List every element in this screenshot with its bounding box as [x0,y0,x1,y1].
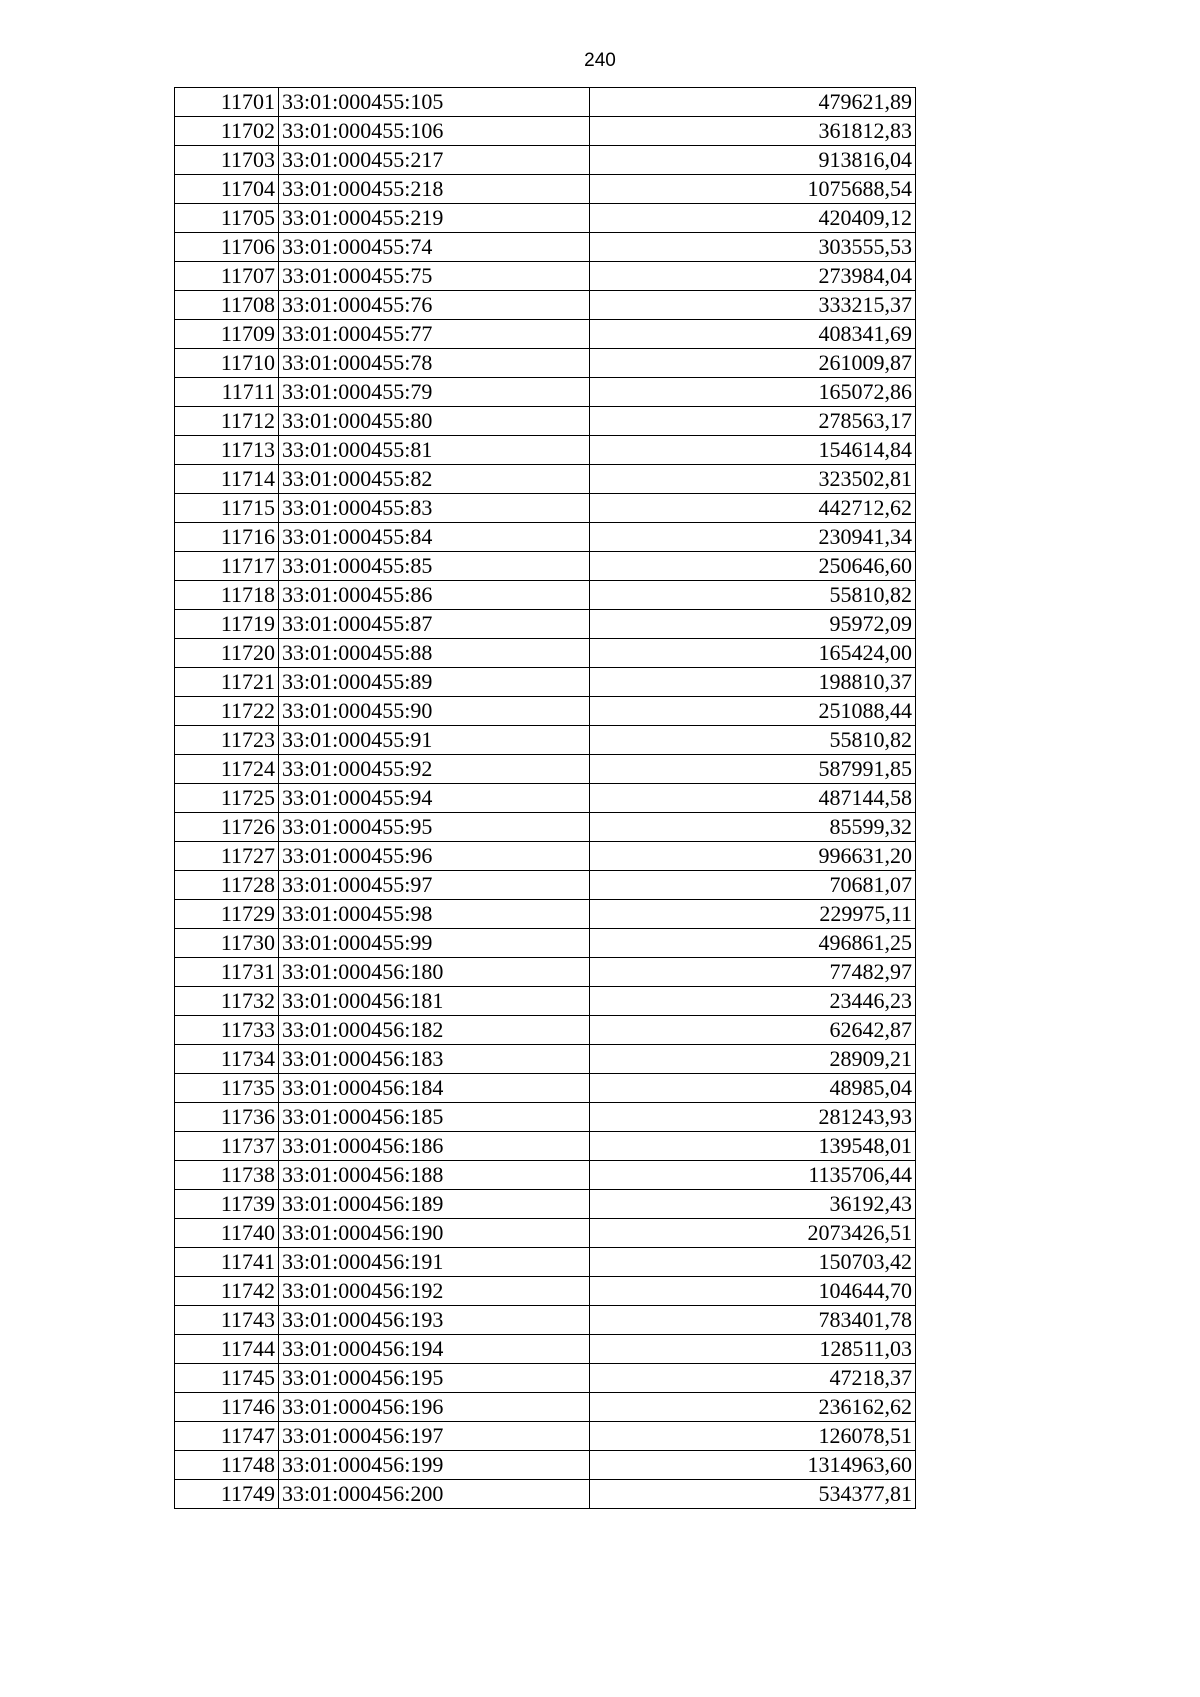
cadastral-number-cell: 33:01:000456:181 [279,987,590,1016]
cadastral-value-cell: 55810,82 [590,726,916,755]
cadastral-value-table [174,87,916,1509]
table-row [175,639,916,668]
cadastral-number-cell: 33:01:000455:75 [279,262,590,291]
cadastral-value-cell: 587991,85 [590,755,916,784]
row-number-cell: 11741 [175,1248,279,1277]
cadastral-number-cell: 33:01:000455:77 [279,320,590,349]
row-number-cell: 11727 [175,842,279,871]
row-number-cell: 11733 [175,1016,279,1045]
cadastral-number-cell: 33:01:000456:189 [279,1190,590,1219]
cadastral-value-cell: 361812,83 [590,117,916,146]
cadastral-value-cell: 23446,23 [590,987,916,1016]
cadastral-number-cell: 33:01:000455:88 [279,639,590,668]
cadastral-value-cell: 323502,81 [590,465,916,494]
page-number: 240 [584,50,616,71]
row-number-cell: 11743 [175,1306,279,1335]
row-number-cell: 11729 [175,900,279,929]
table-row [175,349,916,378]
cadastral-number-cell: 33:01:000455:219 [279,204,590,233]
cadastral-value-cell: 236162,62 [590,1393,916,1422]
table-row [175,755,916,784]
cadastral-value-cell: 1314963,60 [590,1451,916,1480]
cadastral-value-cell: 139548,01 [590,1132,916,1161]
row-number-cell: 11732 [175,987,279,1016]
table-row [175,1016,916,1045]
cadastral-value-cell: 229975,11 [590,900,916,929]
row-number-cell: 11731 [175,958,279,987]
table-row [175,668,916,697]
cadastral-value-cell: 104644,70 [590,1277,916,1306]
cadastral-number-cell: 33:01:000456:185 [279,1103,590,1132]
row-number-cell: 11742 [175,1277,279,1306]
cadastral-number-cell: 33:01:000456:200 [279,1480,590,1509]
cadastral-value-cell: 281243,93 [590,1103,916,1132]
table-row [175,610,916,639]
row-number-cell: 11721 [175,668,279,697]
row-number-cell: 11702 [175,117,279,146]
table-row [175,436,916,465]
row-number-cell: 11749 [175,1480,279,1509]
cadastral-value-cell: 496861,25 [590,929,916,958]
cadastral-value-cell: 154614,84 [590,436,916,465]
row-number-cell: 11735 [175,1074,279,1103]
table-row [175,291,916,320]
cadastral-number-cell: 33:01:000456:195 [279,1364,590,1393]
table-row [175,1451,916,1480]
cadastral-number-cell: 33:01:000456:183 [279,1045,590,1074]
cadastral-value-cell: 126078,51 [590,1422,916,1451]
cadastral-value-cell: 198810,37 [590,668,916,697]
row-number-cell: 11716 [175,523,279,552]
cadastral-value-cell: 28909,21 [590,1045,916,1074]
table-row [175,407,916,436]
table-row [175,88,916,117]
cadastral-number-cell: 33:01:000455:84 [279,523,590,552]
cadastral-number-cell: 33:01:000456:194 [279,1335,590,1364]
cadastral-value-cell: 1075688,54 [590,175,916,204]
row-number-cell: 11734 [175,1045,279,1074]
table-row [175,1480,916,1509]
cadastral-number-cell: 33:01:000455:96 [279,842,590,871]
cadastral-number-cell: 33:01:000455:87 [279,610,590,639]
table-row [175,1190,916,1219]
cadastral-number-cell: 33:01:000455:98 [279,900,590,929]
table-row [175,465,916,494]
table-row [175,1248,916,1277]
table-row [175,1335,916,1364]
table-row [175,1074,916,1103]
row-number-cell: 11730 [175,929,279,958]
cadastral-number-cell: 33:01:000456:190 [279,1219,590,1248]
row-number-cell: 11723 [175,726,279,755]
cadastral-number-cell: 33:01:000455:217 [279,146,590,175]
cadastral-value-cell: 333215,37 [590,291,916,320]
row-number-cell: 11748 [175,1451,279,1480]
table-row [175,987,916,1016]
table-row [175,1161,916,1190]
table-row [175,204,916,233]
row-number-cell: 11712 [175,407,279,436]
table-row [175,784,916,813]
cadastral-value-cell: 77482,97 [590,958,916,987]
table-row [175,1219,916,1248]
table-row [175,697,916,726]
row-number-cell: 11738 [175,1161,279,1190]
cadastral-number-cell: 33:01:000456:192 [279,1277,590,1306]
table-row [175,175,916,204]
row-number-cell: 11707 [175,262,279,291]
row-number-cell: 11713 [175,436,279,465]
cadastral-number-cell: 33:01:000456:180 [279,958,590,987]
row-number-cell: 11725 [175,784,279,813]
table-body [175,88,916,1509]
cadastral-value-cell: 165072,86 [590,378,916,407]
table-row [175,233,916,262]
cadastral-number-cell: 33:01:000456:182 [279,1016,590,1045]
cadastral-number-cell: 33:01:000455:97 [279,871,590,900]
cadastral-number-cell: 33:01:000455:94 [279,784,590,813]
cadastral-number-cell: 33:01:000455:99 [279,929,590,958]
row-number-cell: 11719 [175,610,279,639]
cadastral-value-cell: 47218,37 [590,1364,916,1393]
cadastral-number-cell: 33:01:000456:184 [279,1074,590,1103]
cadastral-value-cell: 85599,32 [590,813,916,842]
table-row [175,1393,916,1422]
table-row [175,581,916,610]
row-number-cell: 11718 [175,581,279,610]
cadastral-number-cell: 33:01:000455:91 [279,726,590,755]
cadastral-value-cell: 261009,87 [590,349,916,378]
table-row [175,552,916,581]
row-number-cell: 11715 [175,494,279,523]
cadastral-number-cell: 33:01:000456:193 [279,1306,590,1335]
cadastral-value-cell: 95972,09 [590,610,916,639]
row-number-cell: 11736 [175,1103,279,1132]
cadastral-value-cell: 783401,78 [590,1306,916,1335]
table-row [175,146,916,175]
cadastral-value-cell: 165424,00 [590,639,916,668]
cadastral-number-cell: 33:01:000455:85 [279,552,590,581]
cadastral-number-cell: 33:01:000455:78 [279,349,590,378]
table-row [175,378,916,407]
row-number-cell: 11717 [175,552,279,581]
row-number-cell: 11747 [175,1422,279,1451]
row-number-cell: 11720 [175,639,279,668]
cadastral-value-cell: 251088,44 [590,697,916,726]
cadastral-number-cell: 33:01:000455:218 [279,175,590,204]
table-row [175,929,916,958]
row-number-cell: 11722 [175,697,279,726]
table-row [175,1103,916,1132]
row-number-cell: 11739 [175,1190,279,1219]
cadastral-number-cell: 33:01:000456:188 [279,1161,590,1190]
row-number-cell: 11710 [175,349,279,378]
table-row [175,1364,916,1393]
cadastral-value-cell: 70681,07 [590,871,916,900]
cadastral-number-cell: 33:01:000455:92 [279,755,590,784]
cadastral-number-cell: 33:01:000455:80 [279,407,590,436]
table-row [175,262,916,291]
cadastral-number-cell: 33:01:000455:105 [279,88,590,117]
row-number-cell: 11701 [175,88,279,117]
cadastral-value-cell: 420409,12 [590,204,916,233]
row-number-cell: 11746 [175,1393,279,1422]
table-row [175,842,916,871]
row-number-cell: 11745 [175,1364,279,1393]
row-number-cell: 11703 [175,146,279,175]
table-row [175,900,916,929]
row-number-cell: 11708 [175,291,279,320]
cadastral-value-cell: 442712,62 [590,494,916,523]
cadastral-number-cell: 33:01:000456:186 [279,1132,590,1161]
cadastral-number-cell: 33:01:000455:79 [279,378,590,407]
cadastral-value-cell: 150703,42 [590,1248,916,1277]
cadastral-value-cell: 36192,43 [590,1190,916,1219]
cadastral-number-cell: 33:01:000455:86 [279,581,590,610]
cadastral-value-cell: 303555,53 [590,233,916,262]
cadastral-number-cell: 33:01:000455:76 [279,291,590,320]
cadastral-value-cell: 913816,04 [590,146,916,175]
cadastral-number-cell: 33:01:000456:191 [279,1248,590,1277]
table-row [175,813,916,842]
table-row [175,1045,916,1074]
cadastral-number-cell: 33:01:000455:74 [279,233,590,262]
table-row [175,726,916,755]
table-row [175,1306,916,1335]
row-number-cell: 11726 [175,813,279,842]
cadastral-value-cell: 128511,03 [590,1335,916,1364]
row-number-cell: 11704 [175,175,279,204]
cadastral-value-cell: 487144,58 [590,784,916,813]
row-number-cell: 11709 [175,320,279,349]
row-number-cell: 11705 [175,204,279,233]
table-row [175,958,916,987]
row-number-cell: 11724 [175,755,279,784]
cadastral-value-cell: 479621,89 [590,88,916,117]
cadastral-value-cell: 62642,87 [590,1016,916,1045]
cadastral-number-cell: 33:01:000456:199 [279,1451,590,1480]
table-row [175,1277,916,1306]
cadastral-number-cell: 33:01:000456:197 [279,1422,590,1451]
cadastral-number-cell: 33:01:000455:81 [279,436,590,465]
cadastral-number-cell: 33:01:000455:83 [279,494,590,523]
cadastral-value-cell: 278563,17 [590,407,916,436]
cadastral-value-cell: 996631,20 [590,842,916,871]
table-row [175,871,916,900]
table-row [175,494,916,523]
cadastral-value-cell: 55810,82 [590,581,916,610]
row-number-cell: 11744 [175,1335,279,1364]
cadastral-number-cell: 33:01:000455:89 [279,668,590,697]
cadastral-value-cell: 2073426,51 [590,1219,916,1248]
table-row [175,117,916,146]
row-number-cell: 11711 [175,378,279,407]
cadastral-value-cell: 1135706,44 [590,1161,916,1190]
row-number-cell: 11728 [175,871,279,900]
cadastral-value-cell: 408341,69 [590,320,916,349]
cadastral-value-cell: 250646,60 [590,552,916,581]
cadastral-number-cell: 33:01:000455:82 [279,465,590,494]
cadastral-value-cell: 230941,34 [590,523,916,552]
table-row [175,1422,916,1451]
table-row [175,320,916,349]
cadastral-value-cell: 48985,04 [590,1074,916,1103]
cadastral-value-cell: 273984,04 [590,262,916,291]
row-number-cell: 11740 [175,1219,279,1248]
table-row [175,1132,916,1161]
row-number-cell: 11714 [175,465,279,494]
cadastral-number-cell: 33:01:000456:196 [279,1393,590,1422]
row-number-cell: 11737 [175,1132,279,1161]
row-number-cell: 11706 [175,233,279,262]
cadastral-value-cell: 534377,81 [590,1480,916,1509]
table-row [175,523,916,552]
cadastral-number-cell: 33:01:000455:106 [279,117,590,146]
cadastral-number-cell: 33:01:000455:95 [279,813,590,842]
cadastral-number-cell: 33:01:000455:90 [279,697,590,726]
